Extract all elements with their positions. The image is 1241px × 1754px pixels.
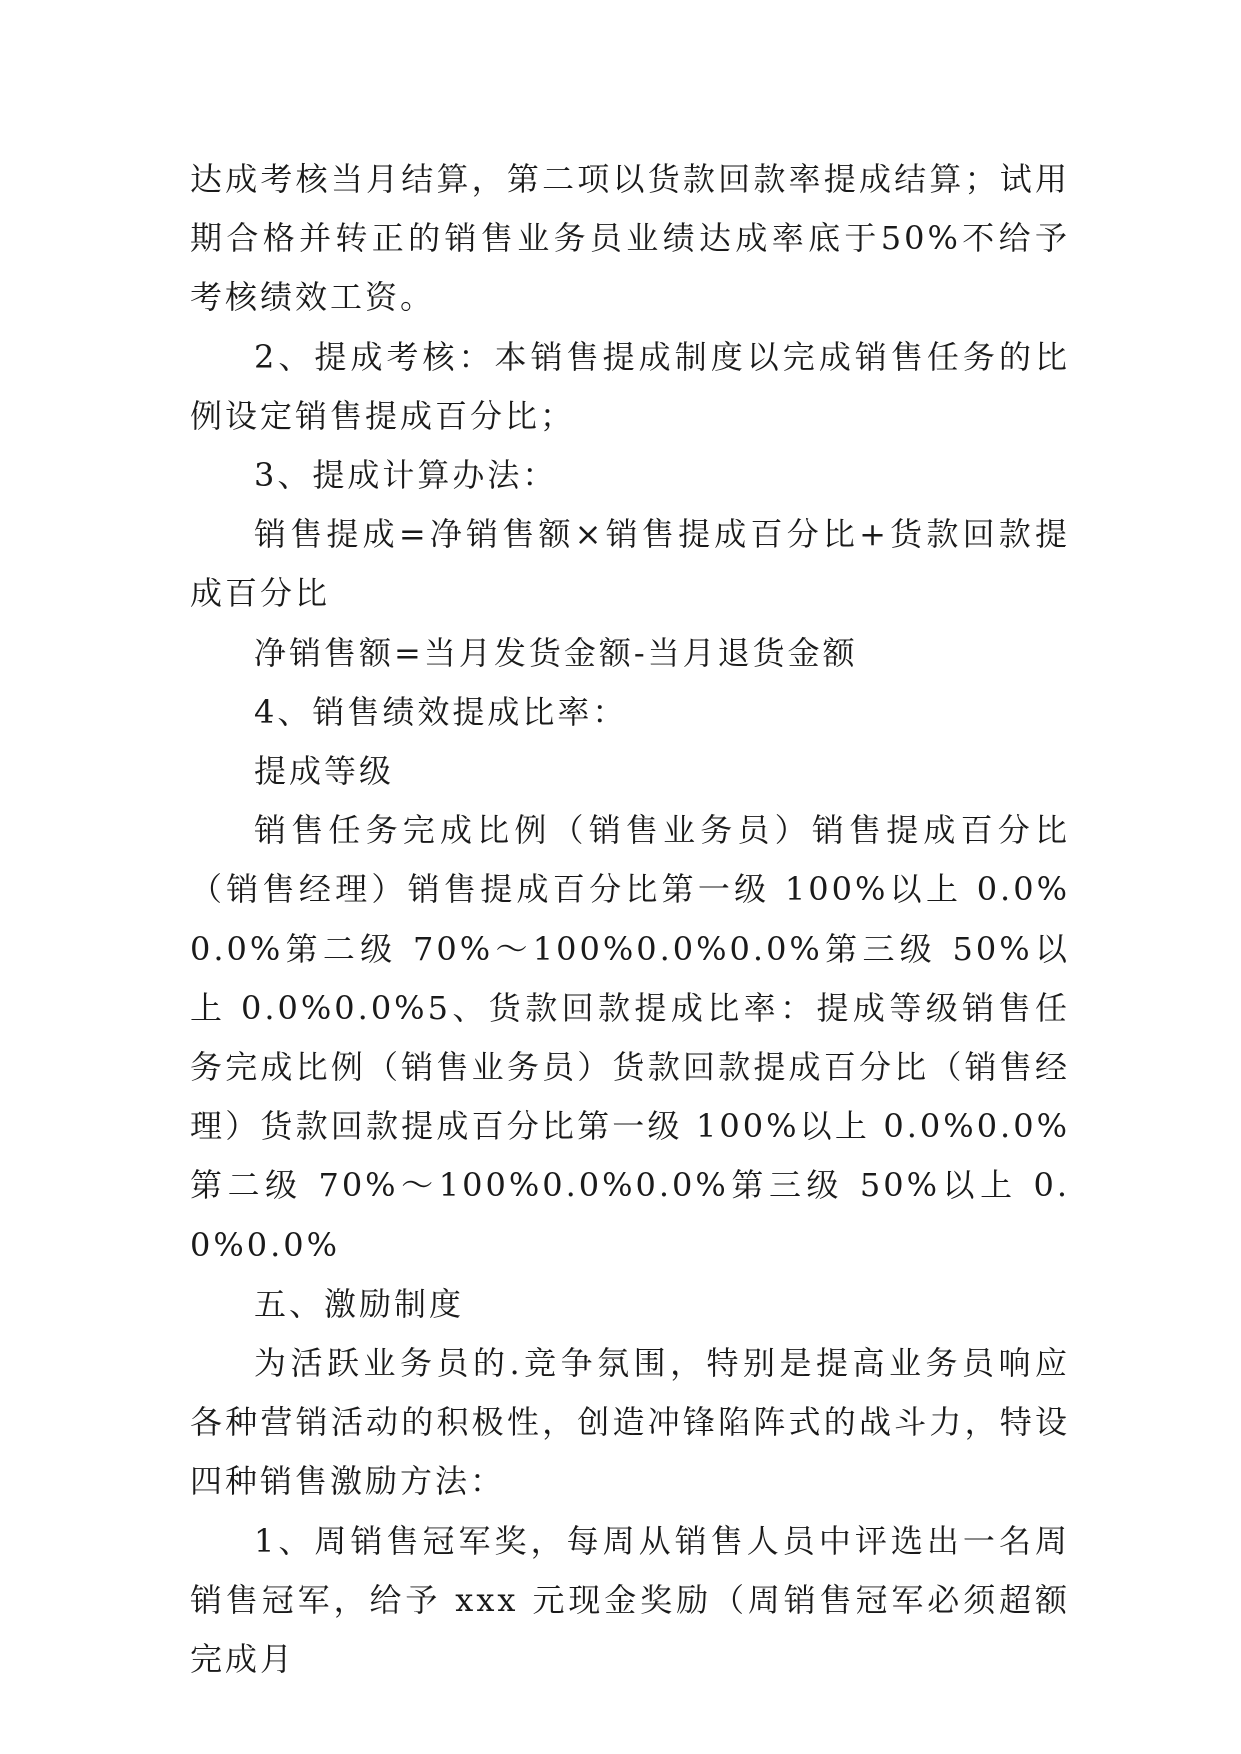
paragraph-net-sales-formula: 净销售额=当月发货金额-当月退货金额: [254, 633, 858, 672]
paragraph-commission-formula: 销售提成=净销售额×销售提成百分比+货款回款提成百分比: [190, 515, 1070, 613]
paragraph-calculation-method: 3、提成计算办法：: [254, 456, 558, 495]
document-body: [190, 150, 1070, 1689]
paragraph-commission-assessment: 2、提成考核：本销售提成制度以完成销售任务的比例设定销售提成百分比；: [190, 337, 1070, 435]
paragraph-commission-level: 提成等级: [254, 752, 395, 791]
paragraph-continuation: 达成考核当月结算，第二项以货款回款率提成结算；试用期合格并转正的销售业务员业绩达成率底于50%不给予考核绩效工资。: [190, 160, 1070, 317]
section-heading-incentive: 五、激励制度: [254, 1284, 465, 1323]
paragraph-commission-rates: 销售任务完成比例（销售业务员）销售提成百分比（销售经理）销售提成百分比第一级 100%以上 0.0%0.0%第二级 70%～100%0.0%0.0%第三级 50%以上 0.0%0.0%5、货款回款提成比率：提成等级销售任务完成比例（销售业务员）货款回款提成百分比（销售经理）货款回款提成百分比第一级 100%以上 0.0%0.0%第二级 70%～100%0.0%0.0%第三级 50%以上 0.0%0.0%: [190, 811, 1070, 1264]
paragraph-performance-rate-heading: 4、销售绩效提成比率：: [254, 692, 628, 731]
paragraph-weekly-champion: 1、周销售冠军奖，每周从销售人员中评选出一名周销售冠军，给予 xxx 元现金奖励（周销售冠军必须超额完成月: [190, 1521, 1070, 1679]
paragraph-incentive-intro: 为活跃业务员的.竞争氛围，特别是提高业务员响应各种营销活动的积极性，创造冲锋陷阵式的战斗力，特设四种销售激励方法：: [190, 1344, 1070, 1501]
